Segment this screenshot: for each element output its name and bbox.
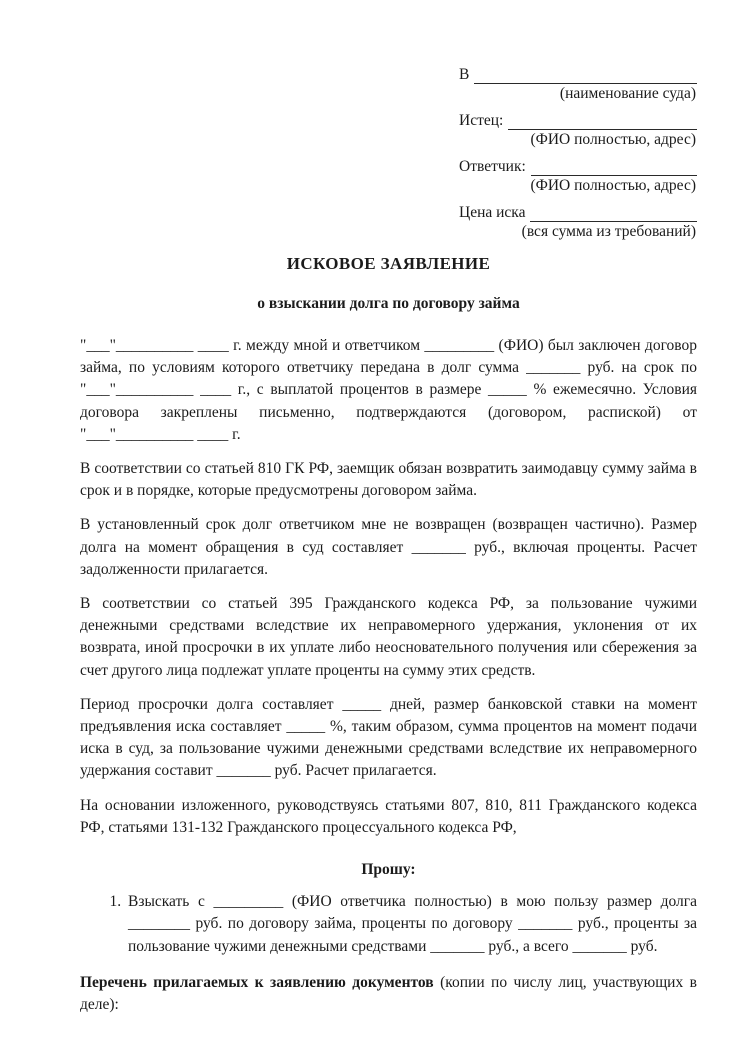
court-name-field-group	[459, 60, 697, 104]
paragraph-legal-basis: На основании изложенного, руководствуясь статьями 807, 810, 811 Гражданского кодекса РФ, статьями 131-132 Гражданского процессуального кодекса РФ,	[80, 796, 697, 836]
attachments-heading	[80, 972, 697, 1016]
paragraph-loan-agreement: "___"__________ ____ г. между мной и ответчиком _________ (ФИО) был заключен договор займа, по условиям которого ответчику передана в долг сумма _______ руб. на срок по "___"__________ ____ г., с выплатой процентов в размере _____ % ежемесячно. Условия договора закреплены письменно, подтверждаются (договором, распиской) от "___"__________ ____ г.	[80, 337, 697, 443]
attachments-heading-bold: Перечень прилагаемых к заявлению документов	[80, 973, 434, 991]
court-name-blank-line	[474, 65, 697, 84]
request-item-recover-debt: 1. Взыскать с _________ (ФИО ответчика полностью) в мою пользу размер долга ________ руб. по договору займа, проценты по договору _______ руб., проценты за пользование чужими денежными средствами _______ руб., а всего _______ руб.	[125, 891, 697, 958]
court-name-label: В	[459, 66, 470, 83]
attachments-heading-rest: (копии по числу лиц, участвующих в деле):	[80, 973, 697, 1014]
plaintiff-blank-line	[508, 111, 697, 130]
paragraph-article-810: В соответствии со статьей 810 ГК РФ, заемщик обязан возвратить заимодавцу сумму займа в срок и в порядке, которые предусмотрены договором займа.	[80, 460, 697, 500]
defendant-blank-line	[531, 157, 697, 176]
plaintiff-label: Истец:	[459, 112, 504, 129]
request-list	[80, 891, 697, 958]
request-heading: Прошу:	[361, 861, 416, 879]
court-name-caption: (наименование суда)	[559, 85, 696, 102]
claim-price-caption: (вся сумма из требований)	[521, 223, 696, 240]
plaintiff-field-group	[459, 106, 697, 150]
defendant-caption: (ФИО полностью, адрес)	[530, 177, 696, 194]
paragraph-article-395: В соответствии со статьей 395 Гражданского кодекса РФ, за пользование чужими денежными средствами вследствие их неправомерного удержания, уклонения от их возврата, иной просрочки в их уплате либо неосновательного получения или сбережения за счет другого лица подлежат уплате проценты на сумму этих средств.	[80, 595, 697, 679]
court-header-block	[459, 60, 697, 242]
claim-price-field	[459, 198, 697, 222]
defendant-field	[459, 152, 697, 176]
plaintiff-field	[459, 106, 697, 130]
paragraph-interest-calculation: Период просрочки долга составляет _____ дней, размер банковской ставки на момент предъявления иска составляет _____ %, таким образом, сумма процентов на момент подачи иска в суд, за пользование чужими денежными средствами вследствие их неправомерного удержания составит _______ руб. Расчет прилагается.	[80, 695, 697, 780]
plaintiff-caption: (ФИО полностью, адрес)	[530, 131, 696, 148]
claim-price-blank-line	[530, 203, 697, 222]
document-subtitle: о взыскании долга по договору займа	[257, 295, 520, 312]
defendant-field-group	[459, 152, 697, 196]
defendant-label: Ответчик:	[459, 158, 526, 175]
document-title: ИСКОВОЕ ЗАЯВЛЕНИЕ	[286, 254, 491, 273]
paragraph-debt-unpaid: В установленный срок долг ответчиком мне не возвращен (возвращен частично). Размер долга на момент обращения в суд составляет _______ руб., включая проценты. Расчет задолженности прилагается.	[80, 516, 697, 578]
claim-price-label: Цена иска	[459, 204, 526, 221]
claim-price-field-group	[459, 198, 697, 242]
court-name-field	[459, 60, 697, 84]
